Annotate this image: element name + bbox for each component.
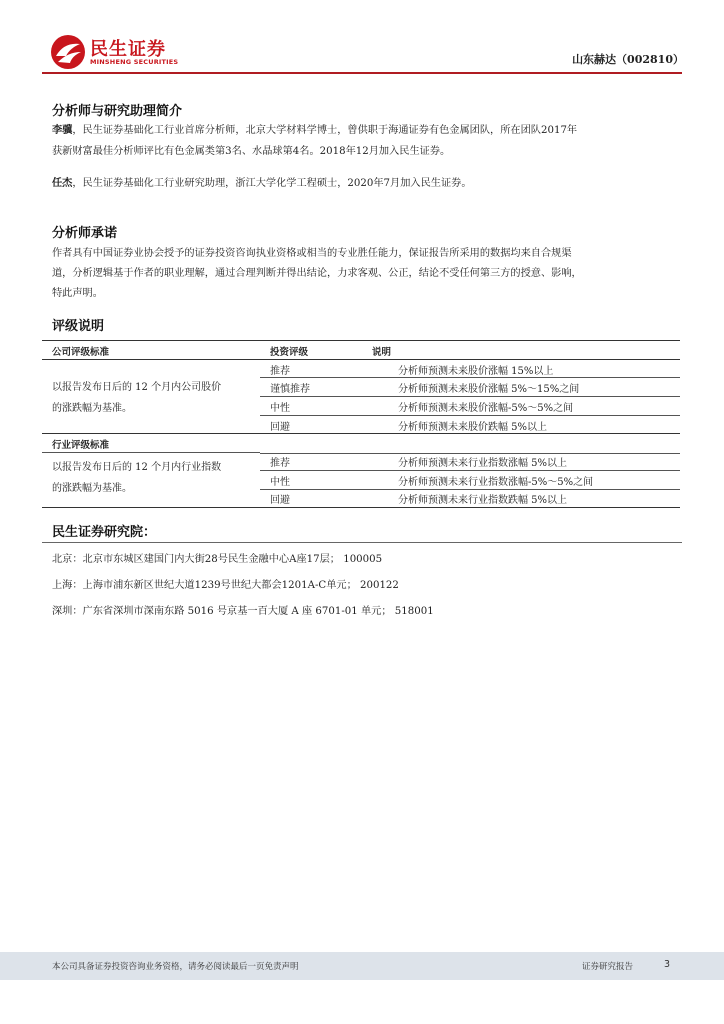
minsheng-logo xyxy=(50,34,190,70)
row-divider xyxy=(42,452,260,453)
commitment-section-title: 分析师承诺 xyxy=(52,226,118,241)
company-rating-desc: 分析师预测未来股价跌幅 5%以上 xyxy=(398,422,548,433)
analyst-name: 李骥 xyxy=(52,125,73,136)
industry-standard-desc xyxy=(52,457,252,499)
company-rating-desc: 分析师预测未来股价涨幅 5%～15%之间 xyxy=(398,384,580,395)
rating-section-title: 评级说明 xyxy=(52,319,105,334)
page-number: 3 xyxy=(664,959,671,970)
analyst-li-ji-bio xyxy=(52,120,678,162)
address-shenzhen: 深圳：广东省深圳市深南东路 5016 号京基一百大厦 A 座 6701-01 单元； 518001 xyxy=(52,606,434,617)
industry-rating-label: 推荐 xyxy=(270,458,290,469)
desc-line: 以报告发布日后的 12 个月内公司股价 xyxy=(52,382,222,393)
industry-rating-desc: 分析师预测未来行业指数跌幅 5%以上 xyxy=(398,495,568,506)
analyst-bio-text: 获新财富最佳分析师评比有色金属类第3名、水晶球第4名。2018年12月加入民生证券。 xyxy=(52,146,451,157)
table-top-rule xyxy=(42,340,680,341)
section-divider xyxy=(42,433,680,434)
analysts-section-title: 分析师与研究助理简介 xyxy=(52,104,183,119)
col-header-rating: 投资评级 xyxy=(270,347,309,358)
col-header-description: 说明 xyxy=(372,347,392,358)
col-header-company-standard: 公司评级标准 xyxy=(52,347,110,358)
industry-rating-label: 回避 xyxy=(270,495,290,506)
row-divider xyxy=(260,489,680,490)
company-rating-desc: 分析师预测未来股价涨幅-5%～5%之间 xyxy=(398,403,574,414)
industry-standard-header: 行业评级标准 xyxy=(52,440,110,451)
logo-chinese-name: 民生证券 xyxy=(90,39,166,60)
address-shanghai: 上海：上海市浦东新区世纪大道1239号世纪大都会1201A-C单元； 200122 xyxy=(52,580,399,591)
institute-divider xyxy=(42,542,682,543)
industry-rating-desc: 分析师预测未来行业指数涨幅-5%～5%之间 xyxy=(398,477,594,488)
footer-disclaimer: 本公司具备证券投资咨询业务资格，请务必阅读最后一页免责声明 xyxy=(52,962,299,972)
commitment-line: 特此声明。 xyxy=(52,288,103,299)
address-beijing: 北京：北京市东城区建国门内大街28号民生金融中心A座17层； 100005 xyxy=(52,554,383,565)
institute-title: 民生证券研究院： xyxy=(52,525,157,540)
assistant-bio-text: ，民生证券基础化工行业研究助理，浙江大学化学工程硕士，2020年7月加入民生证券。 xyxy=(72,178,472,189)
commitment-line: 作者具有中国证券业协会授予的证券投资咨询执业资格或相当的专业胜任能力，保证报告所采用的数据均来自合规渠 xyxy=(52,248,572,259)
table-bottom-rule xyxy=(42,507,680,508)
company-rating-label: 回避 xyxy=(270,422,290,433)
desc-line: 的涨跌幅为基准。 xyxy=(52,483,132,494)
industry-rating-label: 中性 xyxy=(270,477,290,488)
company-rating-label: 推荐 xyxy=(270,366,290,377)
company-rating-label: 中性 xyxy=(270,403,290,414)
row-divider xyxy=(260,470,680,471)
desc-line: 以报告发布日后的 12 个月内行业指数 xyxy=(52,462,222,473)
header-bottom-rule xyxy=(42,359,680,360)
commitment-line: 道，分析逻辑基于作者的职业理解，通过合理判断并得出结论，力求客观、公正，结论不受任何第三方的授意、影响， xyxy=(52,268,582,279)
company-standard-desc xyxy=(52,377,252,419)
header-divider xyxy=(42,72,682,74)
commitment-paragraph xyxy=(52,244,678,304)
logo-english-name: MINSHENG SECURITIES xyxy=(90,58,179,66)
row-divider xyxy=(260,396,680,397)
assistant-ren-jie-bio xyxy=(52,173,678,194)
header-stock-name: 山东赫达（002810） xyxy=(572,53,684,66)
desc-line: 的涨跌幅为基准。 xyxy=(52,403,132,414)
company-rating-label: 谨慎推荐 xyxy=(270,384,310,395)
company-rating-desc: 分析师预测未来股价涨幅 15%以上 xyxy=(398,366,554,377)
analyst-bio-text: ，民生证券基础化工行业首席分析师，北京大学材料学博士，曾供职于海通证券有色金属团队，所在团队2017年 xyxy=(72,125,578,136)
row-divider xyxy=(260,415,680,416)
row-divider xyxy=(260,377,680,378)
industry-rating-desc: 分析师预测未来行业指数涨幅 5%以上 xyxy=(398,458,568,469)
assistant-name: 任杰 xyxy=(52,178,73,189)
minsheng-logo-icon xyxy=(50,34,86,70)
footer-doc-type: 证券研究报告 xyxy=(582,962,634,972)
